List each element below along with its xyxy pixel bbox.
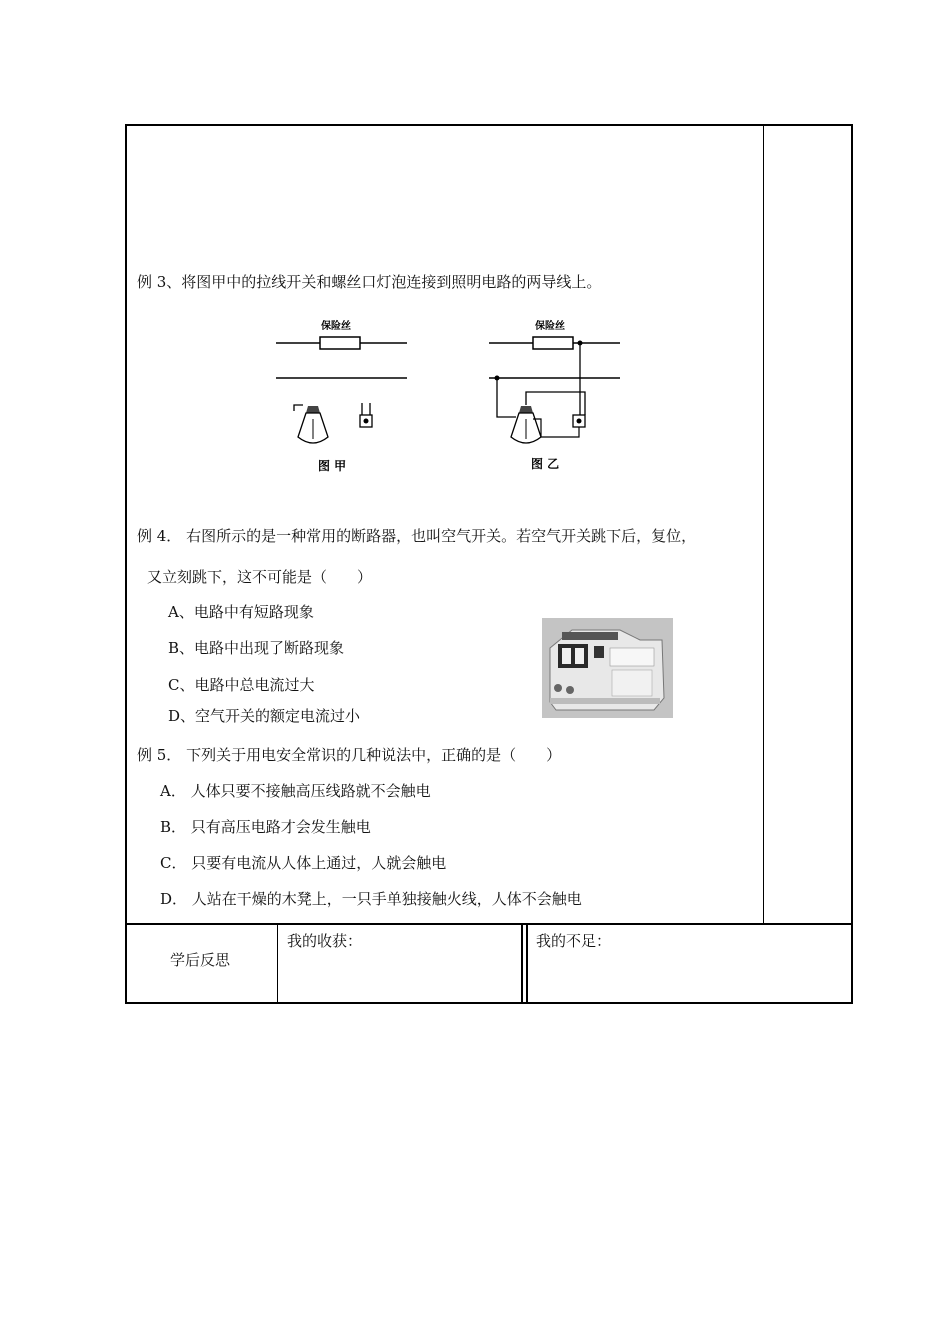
fuse-icon — [320, 337, 360, 349]
table-border-bottom — [125, 1002, 852, 1004]
example4-option-b: B、电路中出现了断路现象 — [168, 639, 345, 657]
reflection-divider-2b — [526, 924, 528, 1003]
circuit-breaker-photo — [542, 618, 673, 718]
example4-option-d: D、空气开关的额定电流过小 — [168, 707, 361, 725]
example3-question: 例 3、将图甲中的拉线开关和螺丝口灯泡连接到照明电路的两导线上。 — [137, 273, 602, 291]
table-border-left — [125, 124, 127, 1004]
pull-switch-icon — [360, 403, 372, 427]
reflection-gains: 我的收获： — [287, 932, 363, 950]
caption-jia: 图 甲 — [318, 459, 347, 473]
example4-question-line1: 例 4． 右图所示的是一种常用的断路器，也叫空气开关。若空气开关跳下后，复位， — [137, 527, 697, 545]
table-border-right — [851, 124, 853, 1004]
fuse-icon — [533, 337, 573, 349]
table-row-divider — [125, 923, 852, 925]
circuit-diagram-jia — [270, 315, 420, 480]
reflection-divider-1 — [277, 924, 278, 1003]
example5-option-c: C． 只要有电流从人体上通过，人就会触电 — [160, 854, 447, 872]
example5-option-d: D． 人站在干燥的木凳上，一只手单独接触火线，人体不会触电 — [160, 890, 582, 908]
example4-option-c: C、电路中总电流过大 — [168, 676, 315, 694]
example5-option-b: B． 只有高压电路才会发生触电 — [160, 818, 371, 836]
reflection-divider-2a — [521, 924, 523, 1003]
fuse-label-right: 保险丝 — [535, 321, 565, 332]
table-border-top — [125, 124, 852, 126]
reflection-label: 学后反思 — [170, 951, 231, 969]
caption-yi: 图 乙 — [531, 457, 560, 471]
example5-option-a: A． 人体只要不接触高压线路就不会触电 — [160, 782, 431, 800]
bulb-icon — [511, 406, 541, 443]
example4-question-line2: 又立刻跳下，这不可能是（ ） — [147, 568, 373, 586]
fuse-label-left: 保险丝 — [321, 321, 351, 332]
reflection-shortcomings: 我的不足： — [536, 932, 612, 950]
example4-option-a: A、电路中有短路现象 — [168, 603, 314, 621]
circuit-diagram-yi — [483, 315, 633, 480]
example5-question: 例 5． 下列关于用电安全常识的几种说法中，正确的是（ ） — [137, 746, 562, 764]
table-column-divider — [763, 124, 764, 924]
circuit-breaker-icon — [542, 618, 673, 718]
bulb-icon — [294, 405, 328, 443]
pull-switch-icon — [541, 415, 585, 437]
